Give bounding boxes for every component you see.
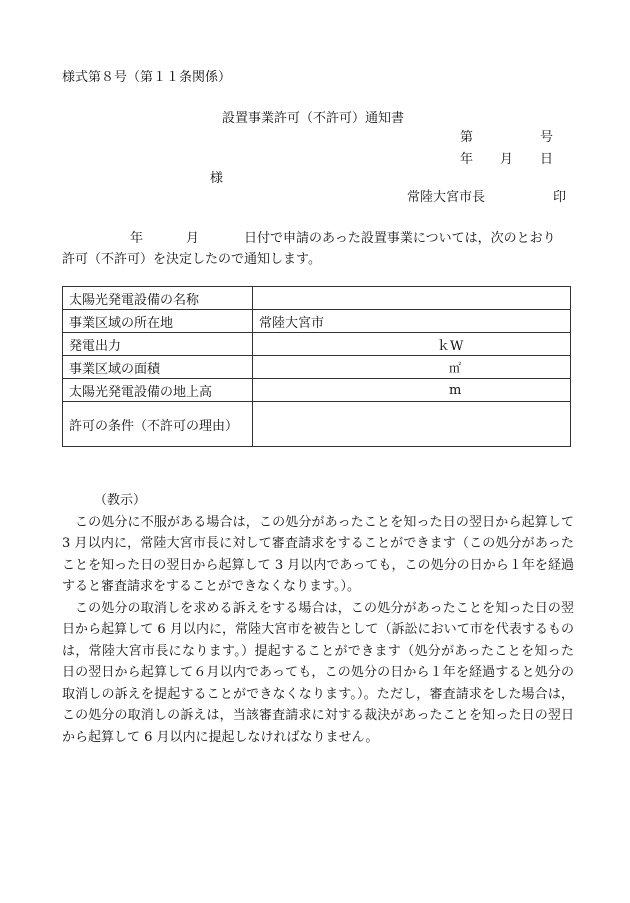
seal-mark: 印	[553, 190, 567, 205]
table-row	[63, 287, 571, 310]
form-number: 様式第８号（第１１条関係）	[62, 70, 232, 85]
table-row	[63, 402, 571, 447]
site-area-unit-text: ㎡	[449, 360, 462, 375]
table-row	[63, 379, 571, 402]
notice-heading: （教示）	[94, 493, 147, 508]
facility-height-label: 太陽光発電設備の地上高	[63, 379, 253, 402]
table-row	[63, 310, 571, 333]
notice-paragraph-review: この処分に不服がある場合は，この処分があったことを知った日の翌日から起算して 3 月以内に，常陸大宮市長に対して審査請求をすることができます（この処分があったことを知った日の翌日から起算して 3 月以内であっても，この処分の日から１年を経過すると審査請求をすることができなくなります。）。	[62, 514, 574, 594]
site-location-label: 事業区域の所在地	[63, 310, 253, 333]
document-title: 設置事業許可（不許可）通知書	[222, 111, 405, 126]
details-table	[62, 286, 571, 447]
issuer-name: 常陸大宮市長	[407, 190, 486, 205]
site-area-label: 事業区域の面積	[63, 356, 253, 379]
appeal-notice	[62, 490, 574, 748]
date-day-label: 日	[540, 152, 554, 167]
intro-line-2: 許可（不許可）を決定したので通知します。	[62, 252, 321, 267]
document-number-suffix: 号	[540, 130, 554, 145]
facility-height-unit: m	[253, 379, 571, 402]
facility-name-label: 太陽光発電設備の名称	[63, 287, 253, 310]
power-output-label: 発電出力	[63, 333, 253, 356]
date-year-label: 年	[460, 152, 474, 167]
notice-paragraph-lawsuit: この処分の取消しを求める訴えをする場合は，この処分があったことを知った日の翌日から起算して 6 月以内に，常陸大宮市を被告として（訴訟において市を代表するものは，常陸大宮市長になります。）提起することができます（処分があったことを知った日の翌日から起算して６月以内であっても，この処分の日から１年を経過すると処分の取消しの訴えを提起することができなくなります。）。ただし，審査請求をした場合は，この処分の取消しの訴えは，当該審査請求に対する裁決があったことを知った日の翌日から起算して 6 月以内に提起しなければなりません。	[62, 600, 574, 745]
permit-conditions-value	[253, 402, 571, 447]
facility-name-value	[253, 287, 571, 310]
table-row	[63, 333, 571, 356]
site-location-value: 常陸大宮市	[253, 310, 571, 333]
intro-year-label: 年	[130, 231, 144, 246]
intro-month-label: 月	[186, 231, 200, 246]
power-output-unit: ｋW	[253, 333, 571, 356]
site-area-unit	[253, 356, 571, 379]
document-number-label: 第	[460, 130, 474, 145]
addressee-suffix: 様	[210, 171, 224, 186]
intro-text: 日付で申請のあった設置事業については，次のとおり	[244, 231, 556, 246]
table-row	[63, 356, 571, 379]
date-month-label: 月	[500, 152, 514, 167]
permit-conditions-label: 許可の条件（不許可の理由）	[63, 402, 253, 447]
